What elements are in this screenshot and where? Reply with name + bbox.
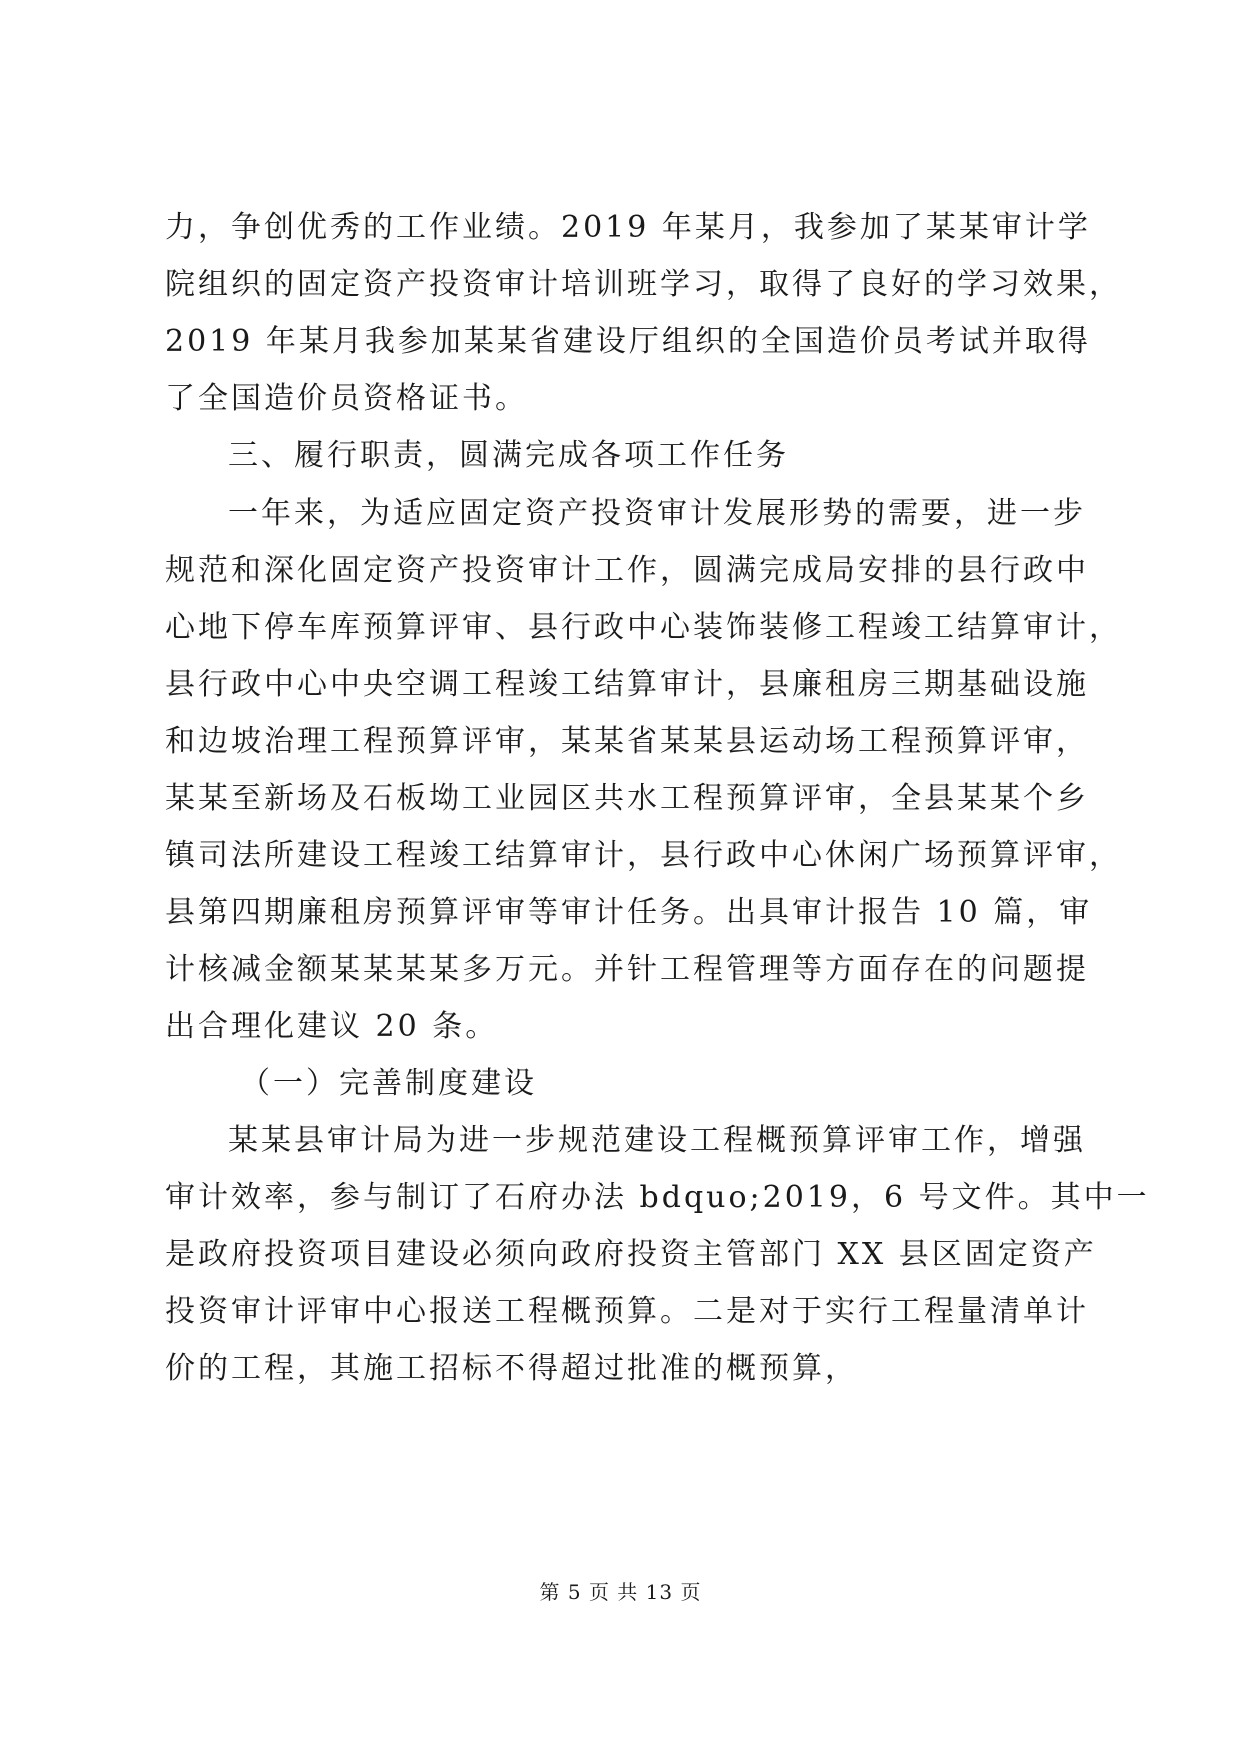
body-text-line: 出合理化建议 20 条。 xyxy=(165,1009,499,1044)
body-text-line: 院组织的固定资产投资审计培训班学习，取得了良好的学习效果， xyxy=(165,267,1122,302)
body-text-line: 计核减金额某某某某多万元。并针工程管理等方面存在的问题提 xyxy=(165,952,1089,987)
body-text-line: 某某县审计局为进一步规范建设工程概预算评审工作，增强 xyxy=(228,1123,1086,1158)
page-number-footer: 第 5 页 共 13 页 xyxy=(539,1580,702,1604)
body-text-line: 力，争创优秀的工作业绩。2019 年某月，我参加了某某审计学 xyxy=(165,210,1091,245)
body-text-line: 某某至新场及石板坳工业园区共水工程预算评审，全县某某个乡 xyxy=(165,781,1089,816)
body-text-line: 心地下停车库预算评审、县行政中心装饰装修工程竣工结算审计， xyxy=(165,610,1122,645)
body-text-line: 规范和深化固定资产投资审计工作，圆满完成局安排的县行政中 xyxy=(165,553,1089,588)
body-text-line: 一年来，为适应固定资产投资审计发展形势的需要，进一步 xyxy=(228,496,1086,531)
section-heading: 三、履行职责，圆满完成各项工作任务 xyxy=(228,438,789,473)
body-text-line: 审计效率，参与制订了石府办法 bdquo;2019，6 号文件。其中一 xyxy=(165,1180,1150,1215)
body-text-line: 县行政中心中央空调工程竣工结算审计，县廉租房三期基础设施 xyxy=(165,667,1089,702)
body-text-line: 投资审计评审中心报送工程概预算。二是对于实行工程量清单计 xyxy=(165,1294,1089,1329)
body-text-line: 2019 年某月我参加某某省建设厅组织的全国造价员考试并取得 xyxy=(165,324,1091,359)
body-text-line: 和边坡治理工程预算评审，某某省某某县运动场工程预算评审， xyxy=(165,724,1089,759)
body-text-line: 价的工程，其施工招标不得超过批准的概预算， xyxy=(165,1351,858,1386)
body-text-line: 县第四期廉租房预算评审等审计任务。出具审计报告 10 篇，审 xyxy=(165,895,1093,930)
body-text-line: 是政府投资项目建设必须向政府投资主管部门 XX 县区固定资产 xyxy=(165,1237,1097,1272)
body-text-line: 了全国造价员资格证书。 xyxy=(165,381,528,416)
body-text-line: 镇司法所建设工程竣工结算审计，县行政中心休闲广场预算评审， xyxy=(165,838,1122,873)
subsection-heading: （一）完善制度建设 xyxy=(240,1066,537,1101)
